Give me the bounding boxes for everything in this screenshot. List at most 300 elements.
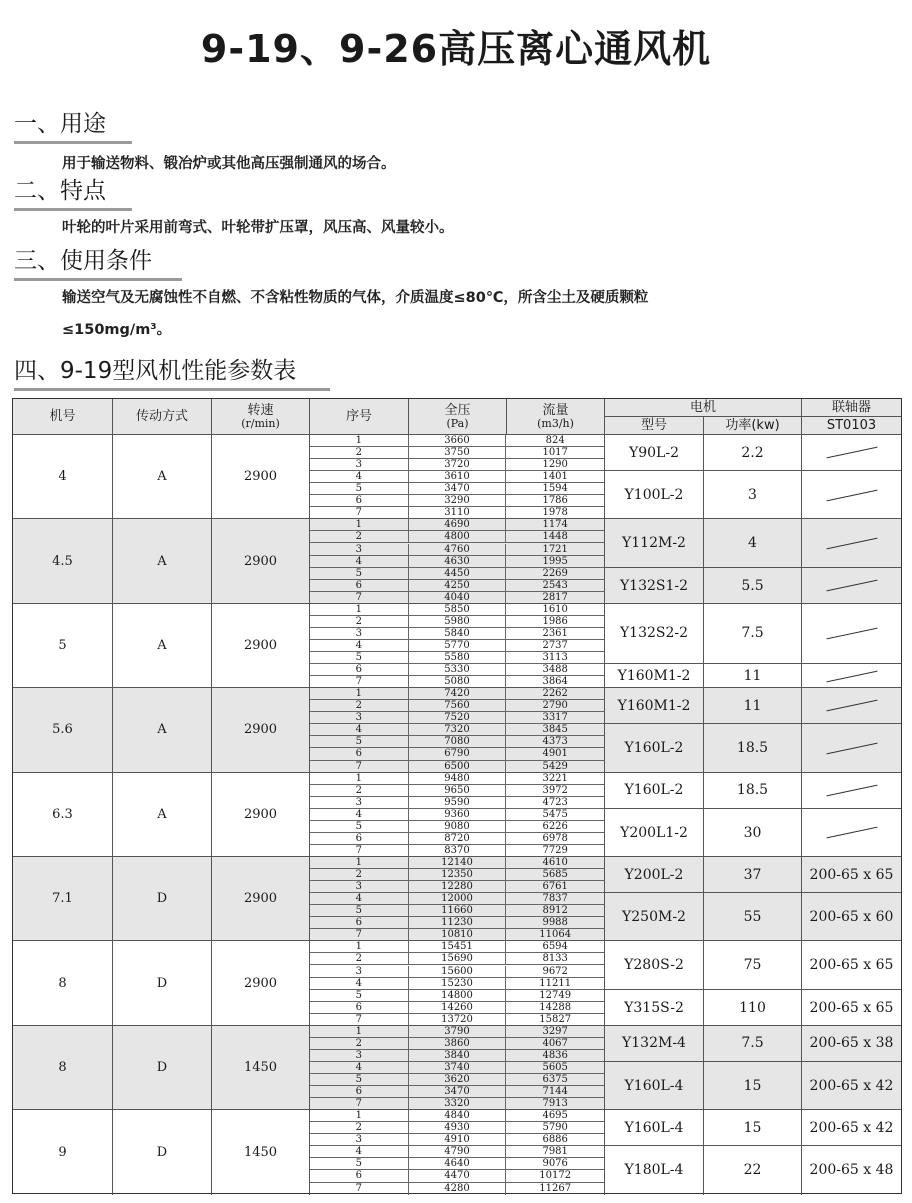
fan-group bbox=[13, 941, 901, 1025]
seq-cell: 6 bbox=[310, 495, 409, 506]
section-heading-usage bbox=[14, 105, 106, 138]
table-row bbox=[310, 544, 604, 556]
seq-cell: 7 bbox=[310, 676, 409, 688]
pressure-cell: 9360 bbox=[409, 809, 507, 820]
seq-cell: 2 bbox=[310, 1122, 409, 1133]
table-row bbox=[310, 978, 604, 990]
seq-cell: 1 bbox=[310, 857, 409, 868]
table-row bbox=[310, 568, 604, 580]
pressure-cell: 13720 bbox=[409, 1014, 507, 1026]
speed-cell: 2900 bbox=[212, 773, 310, 856]
motor-power-cell: 110 bbox=[704, 990, 802, 1026]
flow-cell: 9988 bbox=[542, 917, 568, 929]
coupling-cell-empty bbox=[802, 688, 901, 723]
header-speed-unit: (r/min) bbox=[241, 416, 280, 430]
table-row bbox=[310, 628, 604, 640]
seq-cell: 2 bbox=[310, 869, 409, 880]
table-row bbox=[310, 724, 604, 736]
speed-cell: 2900 bbox=[212, 857, 310, 940]
table-row bbox=[310, 821, 604, 833]
coupling-cell-empty bbox=[802, 773, 901, 808]
seq-cell: 3 bbox=[310, 712, 409, 723]
pressure-cell: 12280 bbox=[409, 881, 507, 892]
flow-cell: 2262 bbox=[542, 688, 568, 700]
pressure-cell: 4690 bbox=[409, 519, 507, 530]
flow-cell: 1594 bbox=[542, 483, 568, 495]
speed-cell: 2900 bbox=[212, 604, 310, 687]
coupling-cell: 200-65 x 60 bbox=[809, 909, 894, 926]
seq-cell: 1 bbox=[310, 519, 409, 530]
pressure-cell: 3860 bbox=[409, 1038, 507, 1049]
heading-underline bbox=[14, 141, 132, 144]
pressure-cell: 4910 bbox=[409, 1134, 507, 1145]
section-heading-text: 三、使用条件 bbox=[14, 248, 152, 274]
machine-no-cell: 5 bbox=[13, 604, 113, 687]
flow-cell: 1174 bbox=[542, 519, 568, 531]
seq-cell: 3 bbox=[310, 966, 409, 977]
table-row bbox=[310, 1183, 604, 1195]
motor-model-cell: Y250M-2 bbox=[605, 893, 704, 941]
heading-underline bbox=[14, 208, 132, 211]
table-row bbox=[310, 640, 604, 652]
table-row bbox=[310, 495, 604, 507]
motor-model-cell: Y160M1-2 bbox=[605, 688, 704, 723]
section-heading-text: 四、9-19型风机性能参数表 bbox=[14, 358, 297, 384]
seq-cell: 3 bbox=[310, 881, 409, 892]
table-row bbox=[310, 761, 604, 773]
diagonal-slash-icon bbox=[826, 489, 877, 501]
seq-cell: 3 bbox=[310, 1134, 409, 1145]
drive-cell: D bbox=[113, 1110, 212, 1194]
pressure-cell: 3610 bbox=[409, 471, 507, 482]
motor-block bbox=[605, 1110, 901, 1194]
machine-no-cell: 6.3 bbox=[13, 773, 113, 856]
motor-block bbox=[605, 941, 901, 1024]
data-rows bbox=[310, 941, 605, 1024]
motor-power-cell: 15 bbox=[704, 1110, 802, 1145]
seq-cell: 7 bbox=[310, 1098, 409, 1110]
speed-cell: 2900 bbox=[212, 688, 310, 771]
motor-block bbox=[605, 604, 901, 687]
flow-cell: 6978 bbox=[542, 832, 568, 844]
flow-cell: 7913 bbox=[542, 1098, 568, 1110]
flow-cell: 4723 bbox=[542, 796, 568, 808]
flow-cell: 3221 bbox=[542, 772, 568, 784]
diagonal-slash-icon bbox=[826, 580, 877, 592]
pressure-cell: 9650 bbox=[409, 785, 507, 796]
pressure-cell: 15600 bbox=[409, 966, 507, 977]
pressure-cell: 5080 bbox=[409, 676, 507, 688]
seq-cell: 7 bbox=[310, 507, 409, 519]
motor-model-cell: Y90L-2 bbox=[605, 435, 704, 470]
section-text-conditions-2: ≤150mg/m³。 bbox=[62, 322, 172, 338]
motor-row bbox=[605, 1146, 901, 1194]
flow-cell: 5429 bbox=[542, 760, 568, 772]
pressure-cell: 4800 bbox=[409, 531, 507, 542]
motor-power-cell: 55 bbox=[704, 893, 802, 941]
seq-cell: 5 bbox=[310, 1074, 409, 1085]
pressure-cell: 5980 bbox=[409, 616, 507, 627]
machine-no-cell: 8 bbox=[13, 1026, 113, 1109]
header-flow-label: 流量 bbox=[542, 402, 569, 418]
table-row bbox=[310, 507, 604, 519]
table-row bbox=[310, 953, 604, 965]
diagonal-slash-icon bbox=[826, 447, 877, 459]
section-heading-text: 一、用途 bbox=[14, 111, 106, 137]
pressure-cell: 7320 bbox=[409, 724, 507, 735]
seq-cell: 1 bbox=[310, 941, 409, 952]
table-row bbox=[310, 1146, 604, 1158]
fan-group bbox=[13, 773, 901, 857]
pressure-cell: 3110 bbox=[409, 507, 507, 519]
fan-group bbox=[13, 519, 901, 603]
table-row bbox=[310, 773, 604, 785]
seq-cell: 6 bbox=[310, 917, 409, 928]
pressure-cell: 8720 bbox=[409, 833, 507, 844]
flow-cell: 8912 bbox=[542, 905, 568, 917]
header-speed-label: 转速 bbox=[247, 402, 274, 418]
table-row bbox=[310, 881, 604, 893]
seq-cell: 1 bbox=[310, 604, 409, 615]
seq-cell: 5 bbox=[310, 652, 409, 663]
flow-cell: 1448 bbox=[542, 531, 568, 543]
machine-no-cell: 9 bbox=[13, 1110, 113, 1194]
table-row bbox=[310, 580, 604, 592]
seq-cell: 5 bbox=[310, 821, 409, 832]
data-rows bbox=[310, 857, 605, 940]
fan-group bbox=[13, 1110, 901, 1194]
pressure-cell: 15451 bbox=[409, 941, 507, 952]
pressure-cell: 5330 bbox=[409, 664, 507, 675]
coupling-cell-empty bbox=[802, 568, 901, 604]
drive-cell: D bbox=[113, 1026, 212, 1109]
motor-block bbox=[605, 519, 901, 602]
flow-cell: 1786 bbox=[542, 495, 568, 507]
pressure-cell: 15690 bbox=[409, 953, 507, 964]
seq-cell: 1 bbox=[310, 1110, 409, 1121]
seq-cell: 3 bbox=[310, 1050, 409, 1061]
pressure-cell: 3840 bbox=[409, 1050, 507, 1061]
header-pressure-unit: (Pa) bbox=[446, 416, 469, 430]
motor-block bbox=[605, 1026, 901, 1109]
motor-model-cell: Y112M-2 bbox=[605, 519, 704, 566]
machine-no-cell: 4.5 bbox=[13, 519, 113, 602]
motor-row bbox=[605, 893, 901, 941]
motor-model-cell: Y132S2-2 bbox=[605, 604, 704, 663]
coupling-cell-empty bbox=[802, 809, 901, 857]
table-row bbox=[310, 748, 604, 760]
seq-cell: 2 bbox=[310, 531, 409, 542]
table-row bbox=[310, 1038, 604, 1050]
drive-cell: D bbox=[113, 941, 212, 1024]
flow-cell: 2543 bbox=[542, 579, 568, 591]
flow-cell: 3845 bbox=[542, 724, 568, 736]
table-row bbox=[310, 700, 604, 712]
flow-cell: 6226 bbox=[542, 820, 568, 832]
table-row bbox=[310, 556, 604, 568]
seq-cell: 7 bbox=[310, 761, 409, 773]
flow-cell: 2361 bbox=[542, 627, 568, 639]
flow-cell: 4836 bbox=[542, 1049, 568, 1061]
motor-row bbox=[605, 568, 901, 604]
data-rows bbox=[310, 688, 605, 771]
drive-cell: A bbox=[113, 519, 212, 602]
pressure-cell: 9480 bbox=[409, 773, 507, 784]
flow-cell: 7729 bbox=[542, 844, 568, 856]
table-row bbox=[310, 1110, 604, 1122]
seq-cell: 6 bbox=[310, 833, 409, 844]
motor-model-cell: Y180L-4 bbox=[605, 1146, 704, 1194]
fan-group bbox=[13, 857, 901, 941]
seq-cell: 2 bbox=[310, 1038, 409, 1049]
header-power: 功率(kw) bbox=[704, 417, 802, 435]
motor-power-cell: 18.5 bbox=[704, 773, 802, 808]
pressure-cell: 3620 bbox=[409, 1074, 507, 1085]
table-row bbox=[310, 809, 604, 821]
seq-cell: 6 bbox=[310, 1002, 409, 1013]
pressure-cell: 5840 bbox=[409, 628, 507, 639]
pressure-cell: 3720 bbox=[409, 459, 507, 470]
motor-block bbox=[605, 857, 901, 940]
coupling-cell: 200-65 x 48 bbox=[809, 1162, 894, 1179]
motor-row bbox=[605, 809, 901, 857]
header-coupling-code: ST0103 bbox=[802, 417, 901, 435]
header-model: 型号 bbox=[605, 417, 704, 435]
motor-row bbox=[605, 435, 901, 471]
header-seq: 序号 bbox=[310, 399, 409, 435]
flow-cell: 14288 bbox=[539, 1001, 572, 1013]
table-row bbox=[310, 917, 604, 929]
table-row bbox=[310, 1062, 604, 1074]
section-text-conditions: 输送空气及无腐蚀性不自燃、不含粘性物质的气体，介质温度≤80℃，所含尘土及硬质颗粒 bbox=[62, 290, 649, 306]
seq-cell: 4 bbox=[310, 556, 409, 567]
pressure-cell: 11230 bbox=[409, 917, 507, 928]
flow-cell: 3972 bbox=[542, 784, 568, 796]
motor-row bbox=[605, 688, 901, 724]
table-row bbox=[310, 966, 604, 978]
coupling-cell-empty bbox=[802, 604, 901, 663]
seq-cell: 2 bbox=[310, 616, 409, 627]
table-row bbox=[310, 676, 604, 688]
heading-underline bbox=[14, 388, 330, 391]
table-row bbox=[310, 483, 604, 495]
section-heading-conditions bbox=[14, 242, 152, 275]
pressure-cell: 9590 bbox=[409, 797, 507, 808]
motor-power-cell: 7.5 bbox=[704, 604, 802, 663]
pressure-cell: 3740 bbox=[409, 1062, 507, 1073]
seq-cell: 2 bbox=[310, 953, 409, 964]
table-row bbox=[310, 736, 604, 748]
pressure-cell: 4250 bbox=[409, 580, 507, 591]
header-flow bbox=[507, 399, 605, 435]
coupling-cell-empty bbox=[802, 724, 901, 772]
motor-model-cell: Y160L-2 bbox=[605, 724, 704, 772]
speed-cell: 2900 bbox=[212, 435, 310, 518]
motor-model-cell: Y160L-4 bbox=[605, 1110, 704, 1145]
motor-row bbox=[605, 1110, 901, 1146]
drive-cell: D bbox=[113, 857, 212, 940]
pressure-cell: 12350 bbox=[409, 869, 507, 880]
performance-table bbox=[12, 398, 902, 1194]
flow-cell: 824 bbox=[545, 435, 565, 446]
coupling-cell-empty bbox=[802, 664, 901, 688]
flow-cell: 2269 bbox=[542, 567, 568, 579]
flow-cell: 1610 bbox=[542, 603, 568, 615]
table-row bbox=[310, 459, 604, 471]
flow-cell: 9672 bbox=[542, 965, 568, 977]
motor-model-cell: Y132S1-2 bbox=[605, 568, 704, 604]
pressure-cell: 5580 bbox=[409, 652, 507, 663]
seq-cell: 2 bbox=[310, 700, 409, 711]
flow-cell: 6761 bbox=[542, 881, 568, 893]
table-row bbox=[310, 845, 604, 857]
flow-cell: 4901 bbox=[542, 748, 568, 760]
machine-no-cell: 5.6 bbox=[13, 688, 113, 771]
pressure-cell: 7420 bbox=[409, 688, 507, 699]
motor-power-cell: 2.2 bbox=[704, 435, 802, 470]
table-row bbox=[310, 531, 604, 543]
header-flow-unit: (m3/h) bbox=[537, 416, 574, 430]
motor-row bbox=[605, 857, 901, 893]
table-row bbox=[310, 604, 604, 616]
speed-cell: 1450 bbox=[212, 1110, 310, 1194]
pressure-cell: 4450 bbox=[409, 568, 507, 579]
flow-cell: 11064 bbox=[539, 929, 572, 941]
motor-model-cell: Y160L-2 bbox=[605, 773, 704, 808]
table-row bbox=[310, 471, 604, 483]
motor-model-cell: Y280S-2 bbox=[605, 941, 704, 988]
diagonal-slash-icon bbox=[826, 628, 877, 640]
speed-cell: 1450 bbox=[212, 1026, 310, 1109]
seq-cell: 4 bbox=[310, 893, 409, 904]
flow-cell: 3488 bbox=[542, 664, 568, 676]
flow-cell: 3297 bbox=[542, 1025, 568, 1037]
motor-power-cell: 75 bbox=[704, 941, 802, 988]
seq-cell: 5 bbox=[310, 483, 409, 494]
motor-row bbox=[605, 604, 901, 664]
pressure-cell: 3750 bbox=[409, 447, 507, 458]
motor-row bbox=[605, 724, 901, 772]
seq-cell: 3 bbox=[310, 628, 409, 639]
pressure-cell: 3470 bbox=[409, 1086, 507, 1097]
pressure-cell: 4040 bbox=[409, 592, 507, 604]
flow-cell: 1721 bbox=[542, 543, 568, 555]
flow-cell: 4067 bbox=[542, 1037, 568, 1049]
motor-block bbox=[605, 688, 901, 771]
table-row bbox=[310, 1074, 604, 1086]
table-row bbox=[310, 797, 604, 809]
coupling-cell: 200-65 x 42 bbox=[809, 1078, 894, 1095]
pressure-cell: 4840 bbox=[409, 1110, 507, 1121]
table-row bbox=[310, 990, 604, 1002]
table-row bbox=[310, 869, 604, 881]
motor-model-cell: Y200L1-2 bbox=[605, 809, 704, 857]
header-motor: 电机 bbox=[605, 399, 802, 417]
pressure-cell: 7560 bbox=[409, 700, 507, 711]
pressure-cell: 4640 bbox=[409, 1158, 507, 1169]
table-row bbox=[310, 905, 604, 917]
diagonal-slash-icon bbox=[826, 743, 877, 755]
speed-cell: 2900 bbox=[212, 941, 310, 1024]
diagonal-slash-icon bbox=[826, 537, 877, 549]
table-row bbox=[310, 941, 604, 953]
table-row bbox=[310, 1002, 604, 1014]
fan-group bbox=[13, 435, 901, 519]
fan-group bbox=[13, 688, 901, 772]
table-row bbox=[310, 1050, 604, 1062]
flow-cell: 5475 bbox=[542, 808, 568, 820]
coupling-cell-empty bbox=[802, 435, 901, 470]
table-row bbox=[310, 1134, 604, 1146]
motor-power-cell: 30 bbox=[704, 809, 802, 857]
motor-block bbox=[605, 773, 901, 856]
table-row bbox=[310, 519, 604, 531]
flow-cell: 6375 bbox=[542, 1074, 568, 1086]
flow-cell: 4610 bbox=[542, 857, 568, 868]
seq-cell: 7 bbox=[310, 1014, 409, 1026]
motor-row bbox=[605, 1026, 901, 1062]
pressure-cell: 5770 bbox=[409, 640, 507, 651]
seq-cell: 6 bbox=[310, 1086, 409, 1097]
table-row bbox=[310, 1158, 604, 1170]
motor-power-cell: 7.5 bbox=[704, 1026, 802, 1061]
flow-cell: 7144 bbox=[542, 1086, 568, 1098]
motor-power-cell: 15 bbox=[704, 1062, 802, 1110]
pressure-cell: 6790 bbox=[409, 748, 507, 759]
flow-cell: 3317 bbox=[542, 712, 568, 724]
seq-cell: 5 bbox=[310, 905, 409, 916]
seq-cell: 3 bbox=[310, 544, 409, 555]
table-row bbox=[310, 1122, 604, 1134]
table-row bbox=[310, 447, 604, 459]
pressure-cell: 11660 bbox=[409, 905, 507, 916]
seq-cell: 5 bbox=[310, 736, 409, 747]
fan-group bbox=[13, 1026, 901, 1110]
seq-cell: 4 bbox=[310, 1062, 409, 1073]
coupling-cell-empty bbox=[802, 471, 901, 519]
flow-cell: 7981 bbox=[542, 1146, 568, 1158]
table-row bbox=[310, 592, 604, 604]
table-row bbox=[310, 1014, 604, 1026]
motor-power-cell: 4 bbox=[704, 519, 802, 566]
data-rows bbox=[310, 1110, 605, 1194]
pressure-cell: 10810 bbox=[409, 929, 507, 941]
pressure-cell: 4790 bbox=[409, 1146, 507, 1157]
motor-power-cell: 18.5 bbox=[704, 724, 802, 772]
flow-cell: 6594 bbox=[542, 941, 568, 953]
pressure-cell: 3320 bbox=[409, 1098, 507, 1110]
pressure-cell: 3790 bbox=[409, 1026, 507, 1037]
motor-power-cell: 11 bbox=[704, 688, 802, 723]
table-row bbox=[310, 893, 604, 905]
diagonal-slash-icon bbox=[826, 827, 877, 839]
heading-underline bbox=[14, 278, 182, 281]
seq-cell: 4 bbox=[310, 640, 409, 651]
flow-cell: 12749 bbox=[539, 989, 572, 1001]
flow-cell: 6886 bbox=[542, 1134, 568, 1146]
coupling-cell-empty bbox=[802, 519, 901, 566]
seq-cell: 1 bbox=[310, 435, 409, 446]
pressure-cell: 7520 bbox=[409, 712, 507, 723]
pressure-cell: 12000 bbox=[409, 893, 507, 904]
pressure-cell: 3660 bbox=[409, 435, 507, 446]
data-rows bbox=[310, 1026, 605, 1109]
section-text-features: 叶轮的叶片采用前弯式、叶轮带扩压罩，风压高、风量较小。 bbox=[62, 220, 454, 236]
data-rows bbox=[310, 435, 605, 518]
flow-cell: 3864 bbox=[542, 676, 568, 688]
data-rows bbox=[310, 773, 605, 856]
pressure-cell: 4470 bbox=[409, 1170, 507, 1181]
